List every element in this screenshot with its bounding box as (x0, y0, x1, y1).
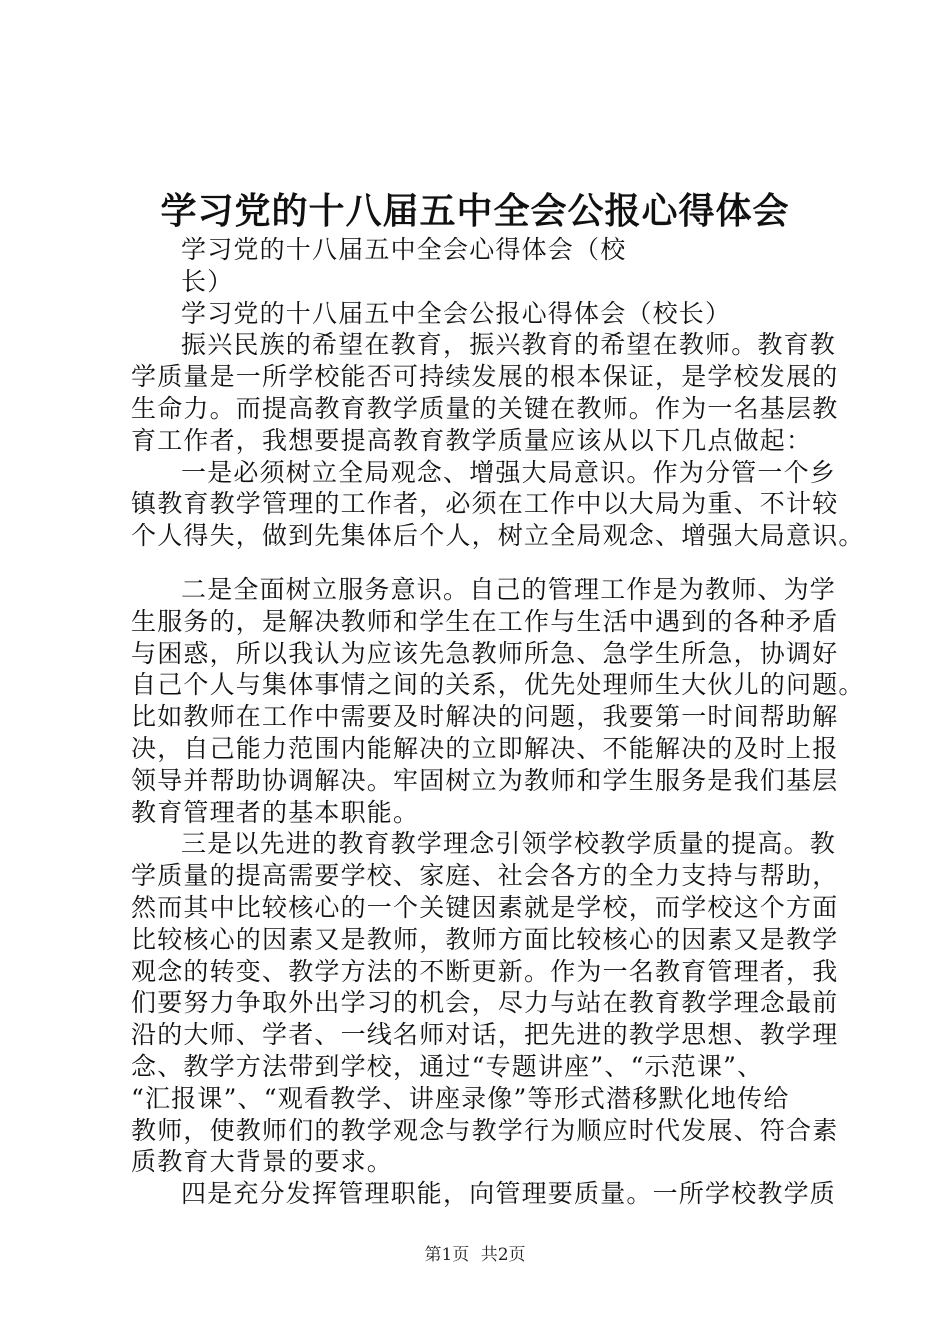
text-line: 一是必须树立全局观念、增强大局意识。作为分管一个乡 (181, 457, 837, 487)
text-line: 学习党的十八届五中全会公报心得体会（校长） (181, 298, 732, 328)
text-line: 比较核心的因素又是教师，教师方面比较核心的因素又是教学 (131, 924, 839, 954)
page-total: 共2页 (480, 1245, 526, 1265)
text-line: 长） (181, 266, 234, 296)
text-line: 与困惑，所以我认为应该先急教师所急、急学生所急，协调好 (131, 638, 839, 668)
page-footer (0, 1245, 950, 1265)
text-line: 教师，使教师们的教学观念与教学行为顺应时代发展、符合素 (131, 1115, 839, 1145)
text-line: 生命力。而提高教育教学质量的关键在教师。作为一名基层教 (131, 393, 839, 423)
text-line: 领导并帮助协调解决。牢固树立为教师和学生服务是我们基层 (131, 765, 839, 795)
text-line: 振兴民族的希望在教育，振兴教育的希望在教师。教育教 (181, 330, 837, 360)
text-line: 教育管理者的基本职能。 (131, 797, 420, 827)
text-line: 学质量是一所学校能否可持续发展的根本保证，是学校发展的 (131, 362, 839, 392)
page-number: 第1页 (424, 1245, 470, 1265)
document-body (131, 234, 865, 1210)
paragraph-gap (131, 552, 843, 574)
text-line: 三是以先进的教育教学理念引领学校教学质量的提高。教 (181, 829, 837, 859)
text-line: “汇报课”、“观看教学、讲座录像”等形式潜移默化地传给 (131, 1083, 790, 1113)
text-line: 育工作者，我想要提高教育教学质量应该从以下几点做起： (131, 425, 813, 455)
text-line: 质教育大背景的要求。 (131, 1147, 394, 1177)
text-line: 自己个人与集体事情之间的关系，优先处理师生大伙儿的问题。 (131, 670, 865, 700)
document-title: 学习党的十八届五中全会公报心得体会 (160, 190, 790, 232)
text-line: 四是充分发挥管理职能，向管理要质量。一所学校教学质 (181, 1179, 837, 1209)
text-line: 们要努力争取外出学习的机会，尽力与站在教育教学理念最前 (131, 988, 839, 1018)
text-line: 生服务的，是解决教师和学生在工作与生活中遇到的各种矛盾 (131, 606, 839, 636)
text-line: 念、教学方法带到学校，通过“专题讲座”、“示范课”、 (131, 1051, 764, 1081)
text-line: 然而其中比较核心的一个关键因素就是学校，而学校这个方面 (131, 892, 839, 922)
text-line: 学习党的十八届五中全会心得体会（校 (181, 235, 627, 264)
text-line: 沿的大师、学者、一线名师对话，把先进的教学思想、教学理 (131, 1020, 839, 1050)
text-line: 镇教育教学管理的工作者，必须在工作中以大局为重、不计较 (131, 489, 839, 519)
text-line: 比如教师在工作中需要及时解决的问题，我要第一时间帮助解 (131, 702, 839, 732)
text-line: 观念的转变、教学方法的不断更新。作为一名教育管理者，我 (131, 956, 839, 986)
text-line: 二是全面树立服务意识。自己的管理工作是为教师、为学 (181, 574, 837, 604)
text-line: 个人得失，做到先集体后个人，树立全局观念、增强大局意识。 (131, 521, 865, 551)
text-line: 学质量的提高需要学校、家庭、社会各方的全力支持与帮助， (131, 861, 839, 891)
text-line: 决，自己能力范围内能解决的立即解决、不能解决的及时上报 (131, 733, 839, 763)
